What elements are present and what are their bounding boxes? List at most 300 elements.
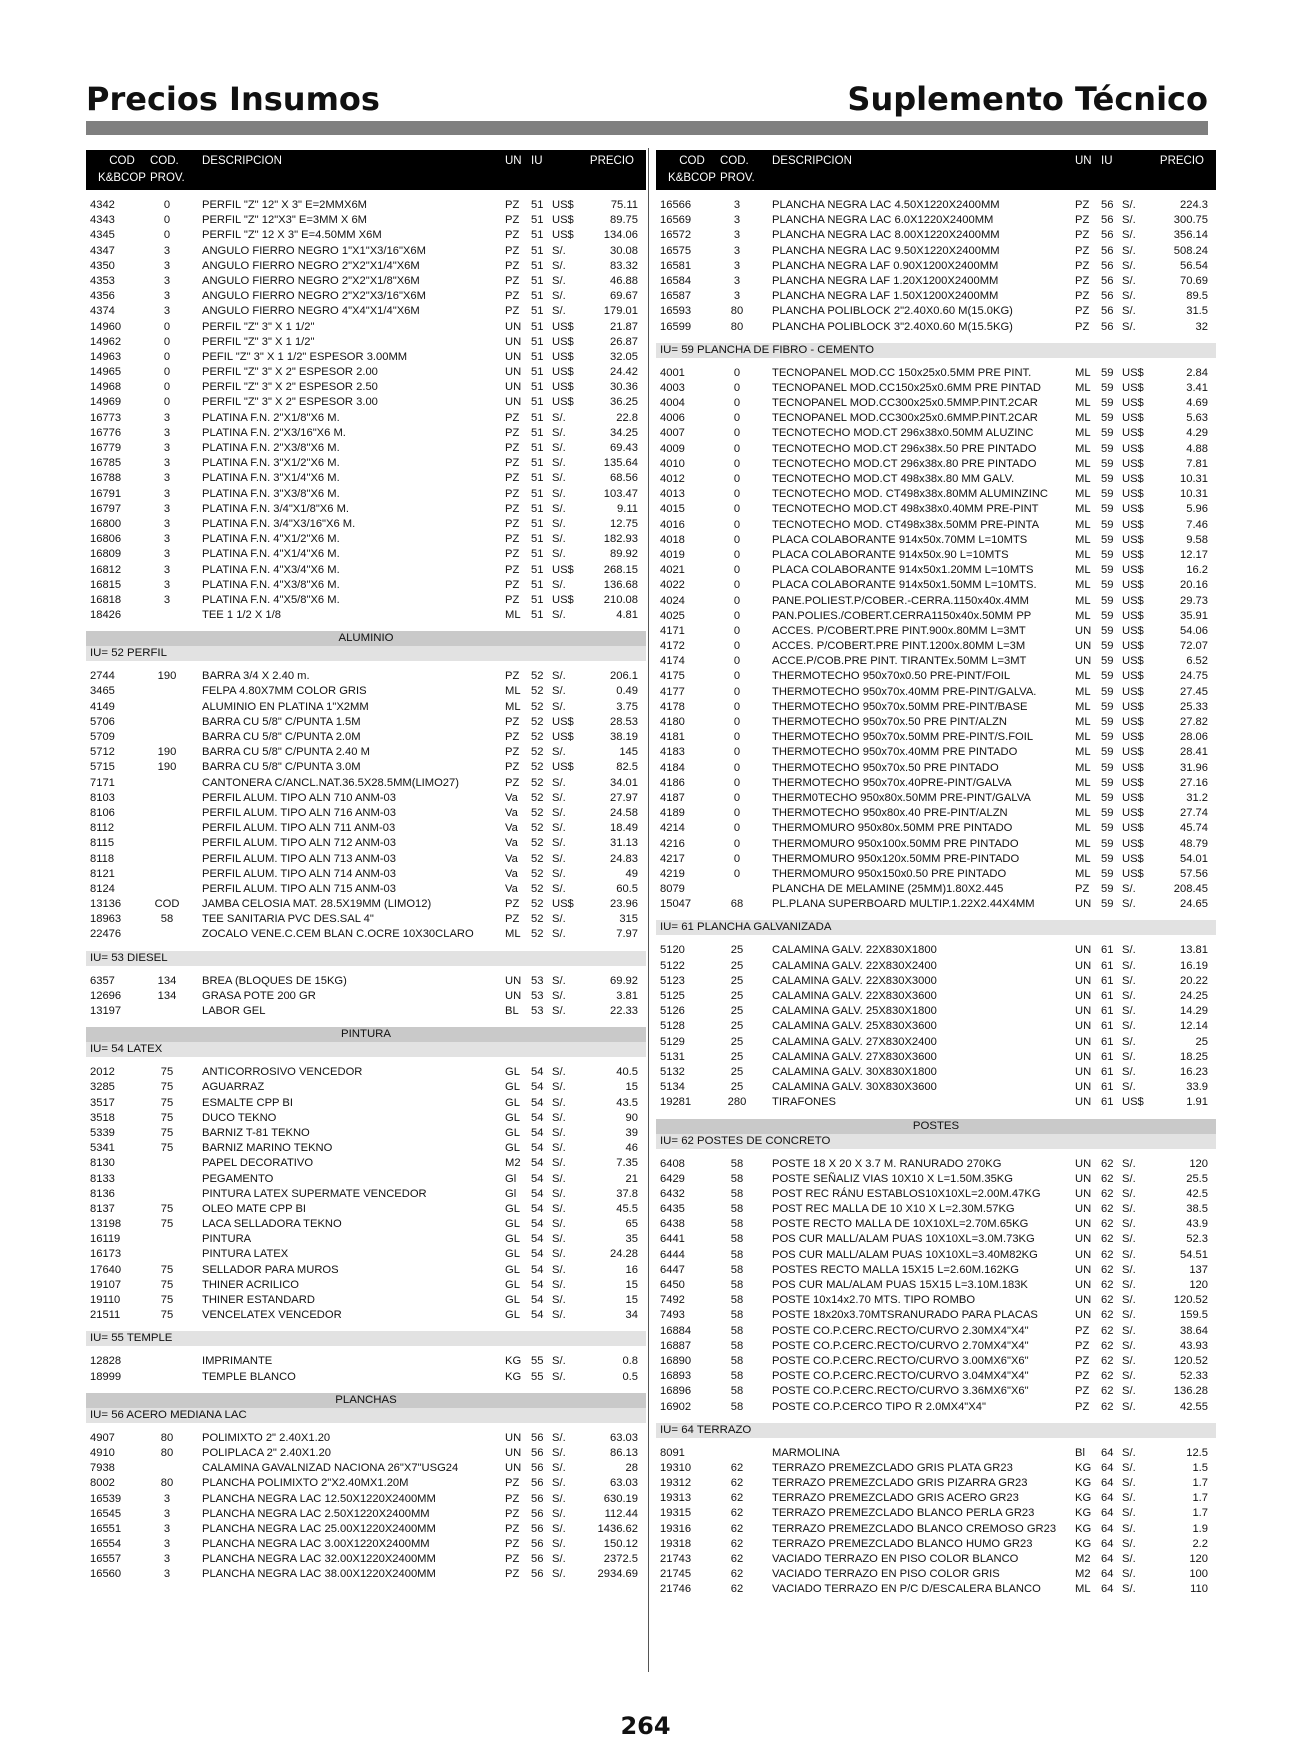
- price-cell: 120.52: [1173, 1294, 1208, 1307]
- prov-cell: 3: [163, 593, 171, 606]
- iu-cell: 62: [1101, 1294, 1114, 1307]
- iu-cell: 62: [1101, 1400, 1114, 1413]
- iu-cell: 59: [1101, 852, 1114, 865]
- price-cell: 103.47: [603, 487, 638, 500]
- description-cell: BARRA CU 5/8" C/PUNTA 3.0M: [202, 761, 361, 774]
- price-cell: 3.81: [616, 989, 638, 1002]
- table-row: [656, 472, 1216, 487]
- unit-cell: PZ: [1075, 290, 1090, 303]
- prov-cell: 75: [160, 1309, 174, 1322]
- unit-cell: PZ: [505, 563, 520, 576]
- cod-cell: 4183: [660, 746, 685, 759]
- table-row: [656, 806, 1216, 821]
- cod-cell: 16575: [660, 244, 692, 257]
- iu-cell: 56: [1101, 305, 1114, 318]
- currency-cell: S/.: [552, 882, 566, 895]
- cod-cell: 16818: [90, 593, 122, 606]
- unit-cell: PZ: [1075, 274, 1090, 287]
- description-cell: POSTE CO.P.CERC.RECTO/CURVO 3.04MX4"X4": [772, 1370, 1029, 1383]
- cod-cell: 8118: [90, 852, 115, 865]
- description-cell: PERFIL ALUM. TIPO ALN 711 ANM-03: [202, 822, 396, 835]
- currency-cell: S/.: [552, 1111, 566, 1124]
- table-row: [656, 320, 1216, 335]
- description-cell: VACIADO TERRAZO EN PISO COLOR GRIS: [772, 1568, 1000, 1581]
- description-cell: PLACA COLABORANTE 914x50x.70MM L=10MTS: [772, 533, 1028, 546]
- unit-cell: ML: [1075, 670, 1091, 683]
- price-cell: 15: [625, 1081, 638, 1094]
- iu-cell: 56: [531, 1446, 544, 1459]
- prov-cell: 0: [733, 655, 741, 668]
- iu-cell: 51: [531, 366, 544, 379]
- table-row: [86, 304, 646, 319]
- header-desc: DESCRIPCION: [202, 155, 282, 167]
- currency-cell: US$: [1122, 655, 1144, 668]
- prov-cell: 3: [163, 578, 171, 591]
- unit-cell: ML: [1075, 397, 1091, 410]
- currency-cell: S/.: [552, 928, 566, 941]
- description-cell: POSTE 18x20x3.70MTSRANURADO PARA PLACAS: [772, 1309, 1038, 1322]
- currency-cell: US$: [1122, 685, 1144, 698]
- price-cell: 20.22: [1180, 974, 1208, 987]
- currency-cell: S/.: [1122, 1218, 1136, 1231]
- price-cell: 7.97: [616, 928, 638, 941]
- unit-cell: M2: [1075, 1568, 1091, 1581]
- prov-cell: 190: [157, 746, 177, 759]
- table-row: [86, 882, 646, 897]
- section-heading: IU= 53 DIESEL: [86, 951, 646, 966]
- currency-cell: S/.: [1122, 259, 1136, 272]
- prov-cell: 0: [733, 624, 741, 637]
- table-row: [86, 1537, 646, 1552]
- cod-cell: 8136: [90, 1187, 115, 1200]
- description-cell: TECNOTECHO MOD.CT 296x38x.80 PRE PINTADO: [772, 457, 1037, 470]
- cod-cell: 3465: [90, 685, 115, 698]
- price-cell: 7.35: [616, 1157, 638, 1170]
- unit-cell: PZ: [1075, 229, 1090, 242]
- unit-cell: UN: [1075, 1096, 1092, 1109]
- prov-cell: 25: [730, 1050, 744, 1063]
- table-row: [656, 426, 1216, 441]
- category-banner: PINTURA: [86, 1027, 646, 1042]
- cod-cell: 4350: [90, 259, 115, 272]
- section-heading: IU= 59 PLANCHA DE FIBRO - CEMENTO: [656, 343, 1216, 358]
- prov-cell: 3: [733, 199, 741, 211]
- unit-cell: ML: [1075, 412, 1091, 425]
- iu-cell: 62: [1101, 1385, 1114, 1398]
- table-row: [656, 1080, 1216, 1095]
- iu-cell: 62: [1101, 1279, 1114, 1291]
- price-cell: 179.01: [603, 305, 638, 318]
- unit-cell: UN: [505, 1446, 522, 1459]
- description-cell: TIRAFONES: [772, 1096, 837, 1109]
- cod-cell: 16815: [90, 578, 122, 591]
- description-cell: PERFIL "Z" 12" X 3" E=2MMX6M: [202, 199, 367, 211]
- prov-cell: 0: [733, 852, 741, 865]
- prov-cell: 25: [730, 959, 744, 972]
- cod-cell: 6429: [660, 1172, 685, 1185]
- price-cell: 31.13: [610, 837, 638, 850]
- unit-cell: PZ: [505, 305, 520, 318]
- unit-cell: Bl: [1075, 1446, 1085, 1459]
- prov-cell: 3: [163, 533, 171, 546]
- cod-cell: 4172: [660, 640, 685, 653]
- price-cell: 12.75: [610, 517, 638, 530]
- price-cell: 52.3: [1186, 1233, 1208, 1246]
- currency-cell: S/.: [1122, 1324, 1136, 1337]
- cod-cell: 16551: [90, 1522, 122, 1535]
- price-cell: 60.5: [616, 882, 638, 895]
- iu-cell: 56: [531, 1568, 544, 1581]
- unit-cell: PZ: [1075, 259, 1090, 272]
- currency-cell: S/.: [552, 1187, 566, 1200]
- iu-cell: 52: [531, 852, 544, 865]
- iu-cell: 59: [1101, 548, 1114, 561]
- prov-cell: 62: [730, 1461, 744, 1474]
- table-row: [86, 1004, 646, 1019]
- description-cell: PLANCHA NEGRA LAC 6.0X1220X2400MM: [772, 214, 994, 227]
- cod-cell: 16557: [90, 1553, 122, 1566]
- table-row: [656, 1095, 1216, 1110]
- description-cell: THINER ESTANDARD: [202, 1294, 315, 1306]
- price-cell: 24.58: [610, 806, 638, 819]
- prov-cell: 62: [730, 1507, 744, 1520]
- table-row: [656, 715, 1216, 730]
- price-cell: 9.58: [1186, 533, 1208, 546]
- cod-cell: 4217: [660, 852, 685, 865]
- price-cell: 5.96: [1186, 503, 1208, 516]
- description-cell: PLANCHA NEGRA LAF 1.50X1200X2400MM: [772, 290, 999, 303]
- unit-cell: PZ: [505, 578, 520, 591]
- unit-cell: PZ: [505, 502, 520, 515]
- currency-cell: S/.: [1122, 1400, 1136, 1413]
- unit-cell: UN: [1075, 959, 1092, 972]
- iu-cell: 51: [531, 517, 544, 530]
- table-row: [86, 471, 646, 486]
- header-un: UN: [505, 155, 522, 167]
- currency-cell: S/.: [552, 806, 566, 819]
- unit-cell: Va: [505, 837, 518, 850]
- cod-cell: 7171: [90, 776, 115, 789]
- cod-cell: 12696: [90, 989, 122, 1002]
- prov-cell: 0: [163, 396, 171, 409]
- prov-cell: 0: [163, 350, 171, 363]
- prov-cell: 68: [730, 898, 744, 911]
- description-cell: THERMOTECHO 950x70x.50 PRE PINTADO: [772, 761, 999, 774]
- cod-cell: 18426: [90, 609, 122, 622]
- iu-cell: 56: [531, 1538, 544, 1551]
- unit-cell: Va: [505, 791, 518, 804]
- currency-cell: S/.: [552, 502, 566, 515]
- iu-cell: 51: [531, 442, 544, 454]
- iu-cell: 59: [1101, 791, 1114, 804]
- table-row: [86, 897, 646, 912]
- price-cell: 25.5: [1186, 1172, 1208, 1185]
- unit-cell: UN: [1075, 1233, 1092, 1246]
- iu-cell: 55: [531, 1355, 544, 1368]
- cod-cell: 5125: [660, 990, 685, 1002]
- cod-cell: 6450: [660, 1279, 685, 1291]
- unit-cell: ML: [1075, 761, 1091, 774]
- iu-cell: 62: [1101, 1203, 1114, 1216]
- table-row: [86, 563, 646, 578]
- iu-cell: 54: [531, 1111, 544, 1124]
- prov-cell: 62: [730, 1477, 744, 1490]
- iu-cell: 62: [1101, 1263, 1114, 1276]
- table-row: [86, 1096, 646, 1111]
- unit-cell: UN: [505, 366, 522, 379]
- cod-cell: 14968: [90, 381, 122, 394]
- prov-cell: 134: [157, 989, 177, 1002]
- spacer: [656, 1438, 1216, 1446]
- unit-cell: PZ: [505, 1553, 520, 1566]
- spacer: [86, 1423, 646, 1431]
- price-cell: 16.23: [1180, 1065, 1208, 1078]
- unit-cell: GL: [505, 1202, 520, 1215]
- price-cell: 12.5: [1186, 1446, 1208, 1459]
- header-iu: IU: [1101, 155, 1113, 167]
- cod-cell: 4015: [660, 503, 685, 516]
- prov-cell: 3: [163, 1507, 171, 1520]
- price-cell: 0.8: [622, 1355, 638, 1368]
- currency-cell: US$: [1122, 761, 1144, 774]
- description-cell: CALAMINA GALV. 30X830X1800: [772, 1065, 937, 1078]
- unit-cell: ML: [1075, 548, 1091, 561]
- iu-cell: 54: [531, 1172, 544, 1185]
- iu-cell: 54: [531, 1126, 544, 1139]
- table-row: [656, 624, 1216, 639]
- description-cell: PAN.POLIES./COBERT.CERRA1150x40x.50MM PP: [772, 609, 1032, 622]
- unit-cell: PZ: [505, 1538, 520, 1551]
- currency-cell: US$: [552, 335, 574, 348]
- cod-cell: 4342: [90, 199, 115, 211]
- currency-cell: S/.: [1122, 1263, 1136, 1276]
- price-cell: 32: [1195, 320, 1208, 333]
- table-row: [656, 1446, 1216, 1461]
- currency-cell: S/.: [1122, 274, 1136, 287]
- iu-cell: 53: [531, 974, 544, 987]
- unit-cell: PZ: [1075, 1339, 1090, 1352]
- currency-cell: S/.: [552, 1263, 566, 1276]
- currency-cell: S/.: [552, 913, 566, 926]
- iu-cell: 54: [531, 1157, 544, 1170]
- description-cell: PLANCHA NEGRA LAC 38.00X1220X2400MM: [202, 1568, 436, 1581]
- unit-cell: UN: [1075, 944, 1092, 957]
- right-price-column: [656, 150, 1216, 1598]
- unit-cell: GL: [505, 1111, 520, 1124]
- price-cell: 26.87: [610, 335, 638, 348]
- price-cell: 43.93: [1180, 1339, 1208, 1352]
- description-cell: ANGULO FIERRO NEGRO 1"X1"X3/16"X6M: [202, 244, 426, 257]
- table-row: [86, 380, 646, 395]
- prov-cell: 0: [733, 761, 741, 774]
- cod-cell: 13197: [90, 1005, 122, 1017]
- iu-cell: 52: [531, 867, 544, 880]
- unit-cell: PZ: [505, 457, 520, 470]
- description-cell: PLATINA F.N. 3"X1/4"X6 M.: [202, 472, 340, 485]
- description-cell: CALAMINA GALV. 30X830X3600: [772, 1081, 937, 1094]
- table-row: [86, 1217, 646, 1232]
- unit-cell: UN: [1075, 974, 1092, 987]
- table-row: [86, 395, 646, 410]
- table-row: [86, 730, 646, 745]
- table-row: [656, 959, 1216, 974]
- prov-cell: 62: [730, 1537, 744, 1550]
- currency-cell: S/.: [1122, 1050, 1136, 1063]
- spacer: [86, 661, 646, 669]
- iu-cell: 51: [531, 214, 544, 227]
- currency-cell: S/.: [552, 1005, 566, 1017]
- cod-cell: 4345: [90, 229, 115, 242]
- spacer: [86, 190, 646, 198]
- price-cell: 224.3: [1180, 199, 1208, 211]
- currency-cell: US$: [552, 563, 574, 576]
- table-row: [86, 228, 646, 243]
- iu-cell: 56: [531, 1477, 544, 1490]
- cod-cell: 3285: [90, 1081, 115, 1094]
- price-cell: 34.25: [610, 426, 638, 439]
- currency-cell: US$: [552, 350, 574, 363]
- currency-cell: US$: [1122, 594, 1144, 607]
- currency-cell: S/.: [552, 837, 566, 850]
- cod-cell: 5715: [90, 761, 115, 774]
- currency-cell: S/.: [1122, 1203, 1136, 1216]
- price-cell: 31.2: [1186, 791, 1208, 804]
- iu-cell: 64: [1101, 1537, 1114, 1550]
- description-cell: TECNOPANEL MOD.CC 150x25x0.5MM PRE PINT.: [772, 366, 1032, 379]
- spacer: [656, 935, 1216, 943]
- cod-cell: 14963: [90, 350, 122, 363]
- price-cell: 35.91: [1180, 609, 1208, 622]
- description-cell: VENCELATEX VENCEDOR: [202, 1309, 342, 1322]
- price-cell: 28: [625, 1462, 638, 1475]
- cod-cell: 4184: [660, 761, 685, 774]
- iu-cell: 59: [1101, 898, 1114, 911]
- prov-cell: 75: [160, 1066, 174, 1079]
- currency-cell: US$: [1122, 1096, 1144, 1109]
- iu-cell: 52: [531, 761, 544, 774]
- price-cell: 30.36: [610, 381, 638, 394]
- prov-cell: 0: [733, 564, 741, 577]
- cod-cell: 18999: [90, 1370, 122, 1383]
- unit-cell: PZ: [505, 1507, 520, 1520]
- prov-cell: 25: [730, 1035, 744, 1048]
- prov-cell: 58: [730, 1263, 744, 1276]
- iu-cell: 59: [1101, 366, 1114, 379]
- prov-cell: 3: [163, 426, 171, 439]
- table-row: [86, 1567, 646, 1582]
- table-row: [86, 350, 646, 365]
- price-cell: 16.19: [1180, 959, 1208, 972]
- cod-cell: 8112: [90, 822, 115, 835]
- unit-cell: PZ: [505, 715, 520, 728]
- table-row: [656, 1491, 1216, 1506]
- currency-cell: US$: [1122, 366, 1144, 379]
- iu-cell: 51: [531, 381, 544, 394]
- unit-cell: ML: [1075, 685, 1091, 698]
- description-cell: PLANCHA NEGRA LAC 9.50X1220X2400MM: [772, 244, 1000, 257]
- iu-cell: 52: [531, 898, 544, 911]
- description-cell: ACCES. P/COBERT.PRE PINT.1200x.80MM L=3M: [772, 640, 1026, 653]
- price-cell: 9.11: [617, 502, 638, 515]
- unit-cell: UN: [1075, 1172, 1092, 1185]
- iu-cell: 55: [531, 1370, 544, 1383]
- iu-cell: 59: [1101, 488, 1114, 501]
- currency-cell: S/.: [552, 1248, 566, 1261]
- currency-cell: S/.: [1122, 214, 1136, 227]
- unit-cell: UN: [1075, 624, 1092, 637]
- spacer: [86, 1346, 646, 1354]
- description-cell: ANGULO FIERRO NEGRO 4"X4"X1/4"X6M: [202, 305, 420, 318]
- cod-cell: 16776: [90, 426, 122, 439]
- unit-cell: Va: [505, 852, 518, 865]
- unit-cell: ML: [1075, 867, 1091, 880]
- iu-cell: 59: [1101, 807, 1114, 820]
- description-cell: TERRAZO PREMEZCLADO BLANCO CREMOSO GR23: [772, 1522, 1057, 1535]
- iu-cell: 61: [1101, 1096, 1114, 1109]
- currency-cell: S/.: [552, 1233, 566, 1246]
- table-row: [656, 1050, 1216, 1065]
- iu-cell: 59: [1101, 716, 1114, 728]
- price-cell: 1.7: [1192, 1492, 1208, 1505]
- cod-cell: 16599: [660, 320, 692, 333]
- description-cell: TECNOTECHO MOD.CT 498x38x0.40MM PRE-PINT: [772, 503, 1039, 516]
- cod-cell: 4149: [90, 700, 115, 713]
- currency-cell: US$: [1122, 852, 1144, 865]
- unit-cell: ML: [1075, 776, 1091, 789]
- unit-cell: ML: [1075, 488, 1091, 501]
- price-cell: 15: [625, 1294, 638, 1306]
- iu-cell: 64: [1101, 1553, 1114, 1565]
- description-cell: POSTES RECTO MALLA 15X15 L=2.60M.162KG: [772, 1263, 1019, 1276]
- cod-cell: 22476: [90, 928, 122, 941]
- description-cell: POSTE CO.P.CERC.RECTO/CURVO 3.00MX6"X6": [772, 1354, 1029, 1367]
- table-row: [656, 274, 1216, 289]
- iu-cell: 52: [531, 913, 544, 926]
- currency-cell: US$: [552, 366, 574, 379]
- table-row: [656, 1217, 1216, 1232]
- iu-cell: 64: [1101, 1477, 1114, 1490]
- prov-cell: 80: [160, 1431, 174, 1444]
- unit-cell: UN: [505, 335, 522, 348]
- table-row: [86, 1522, 646, 1537]
- description-cell: TEE 1 1/2 X 1/8: [202, 609, 281, 622]
- table-row: [656, 1172, 1216, 1187]
- price-cell: 10.31: [1180, 488, 1208, 501]
- description-cell: TECNOPANEL MOD.CC150x25x0.6MM PRE PINTAD: [772, 381, 1041, 394]
- price-cell: 24.42: [610, 366, 638, 379]
- unit-cell: PZ: [505, 290, 520, 303]
- prov-cell: 80: [730, 320, 744, 333]
- description-cell: CALAMINA GALV. 22X830X3000: [772, 974, 937, 987]
- cod-cell: 16800: [90, 517, 122, 530]
- description-cell: PLANCHA NEGRA LAC 8.00X1220X2400MM: [772, 229, 1000, 242]
- price-cell: 1.7: [1192, 1477, 1208, 1490]
- price-cell: 112.44: [604, 1507, 638, 1520]
- price-cell: 208.45: [1173, 883, 1208, 896]
- currency-cell: S/.: [1122, 1370, 1136, 1383]
- iu-cell: 51: [531, 426, 544, 439]
- cod-cell: 8106: [90, 806, 115, 819]
- unit-cell: PZ: [505, 1568, 520, 1581]
- cod-cell: 4025: [660, 609, 685, 622]
- cod-cell: 16773: [90, 411, 122, 424]
- description-cell: VACIADO TERRAZO EN PISO COLOR BLANCO: [772, 1553, 1019, 1565]
- unit-cell: ML: [1075, 852, 1091, 865]
- unit-cell: UN: [1075, 1187, 1092, 1200]
- price-cell: 24.25: [1180, 990, 1208, 1002]
- iu-cell: 61: [1101, 1081, 1114, 1094]
- price-cell: 120.52: [1173, 1354, 1208, 1367]
